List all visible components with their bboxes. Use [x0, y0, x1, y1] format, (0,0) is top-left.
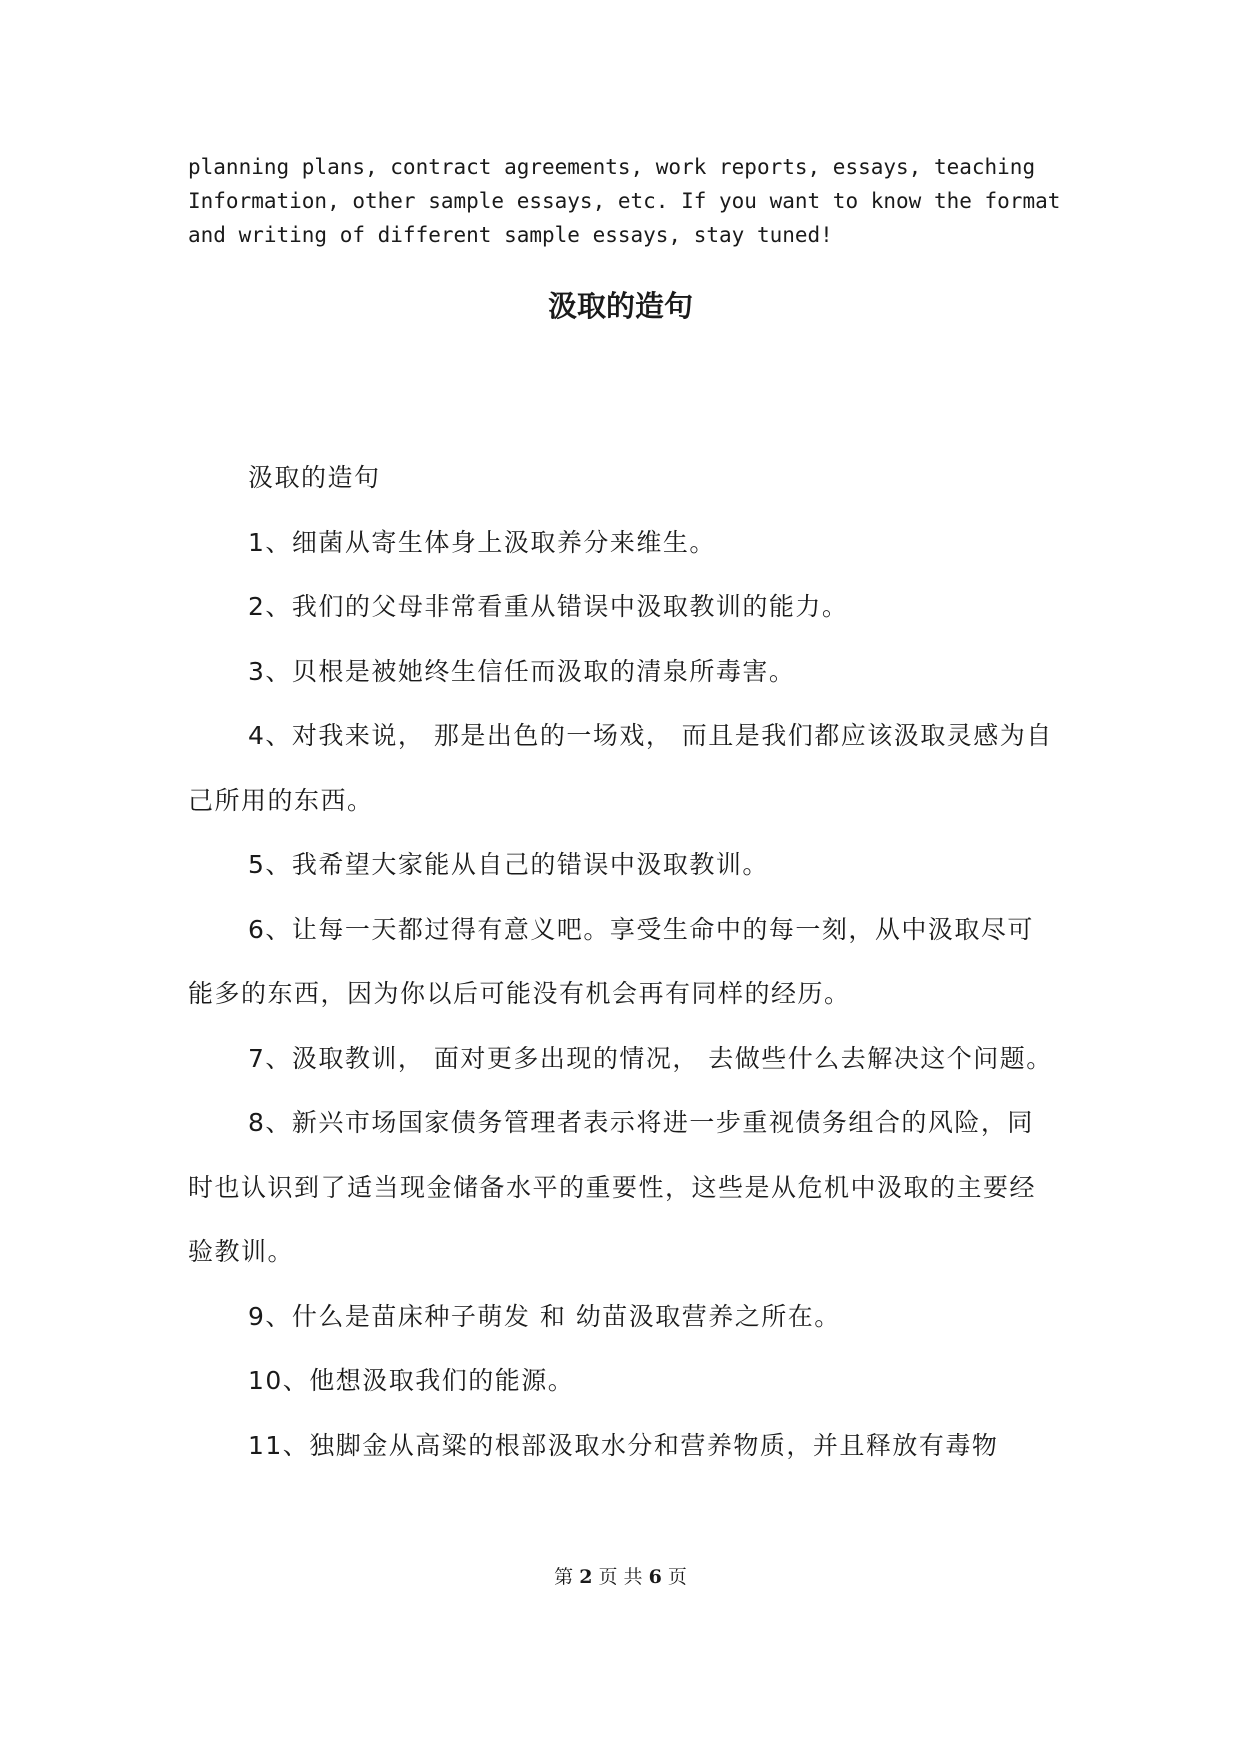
sentence-item: 3、贝根是被她终生信任而汲取的清泉所毒害。 — [248, 656, 796, 686]
footer-total-pages: 6 — [648, 1566, 662, 1588]
footer-suffix: 页 — [667, 1566, 687, 1588]
sentence-item: 2、我们的父母非常看重从错误中汲取教训的能力。 — [248, 592, 849, 621]
sentence-item: 1、细菌从寄生体身上汲取养分来维生。 — [248, 527, 716, 557]
sentence-item: 7、汲取教训， 面对更多出现的情况， 去做些什么去解决这个问题。 — [248, 1043, 1053, 1073]
intro-paragraph: planning plans, contract agreements, work reports, essays, teaching Information, other sample essays, etc. If you want to know the format and writing of different sample essays, stay tuned! — [188, 155, 1074, 247]
sentence-item: 9、什么是苗床种子萌发 和 幼苗汲取营养之所在。 — [248, 1301, 841, 1331]
sentence-item: 11、独脚金从高粱的根部汲取水分和营养物质，并且释放有毒物 — [248, 1430, 999, 1460]
sentence-item: 5、我希望大家能从自己的错误中汲取教训。 — [248, 850, 769, 879]
sentence-item: 4、对我来说， 那是出色的一场戏， 而且是我们都应该汲取灵感为自己所用的东西。 — [188, 721, 1053, 815]
sentence-item: 6、让每一天都过得有意义吧。享受生命中的每一刻，从中汲取尽可能多的东西，因为你以后可能没有机会再有同样的经历。 — [188, 914, 1034, 1008]
footer-middle: 页 共 — [598, 1566, 643, 1588]
sentence-item: 8、新兴市场国家债务管理者表示将进一步重视债务组合的风险，同时也认识到了适当现金储备水平的重要性，这些是从危机中汲取的主要经验教训。 — [188, 1108, 1037, 1266]
page-footer — [0, 1563, 1241, 1591]
sentence-item: 10、他想汲取我们的能源。 — [248, 1366, 575, 1395]
footer-prefix: 第 — [554, 1566, 574, 1588]
body-subtitle: 汲取的造句 — [248, 463, 381, 492]
document-title: 汲取的造句 — [547, 289, 693, 323]
footer-page-number: 2 — [579, 1566, 593, 1588]
document-body — [188, 446, 1053, 1478]
